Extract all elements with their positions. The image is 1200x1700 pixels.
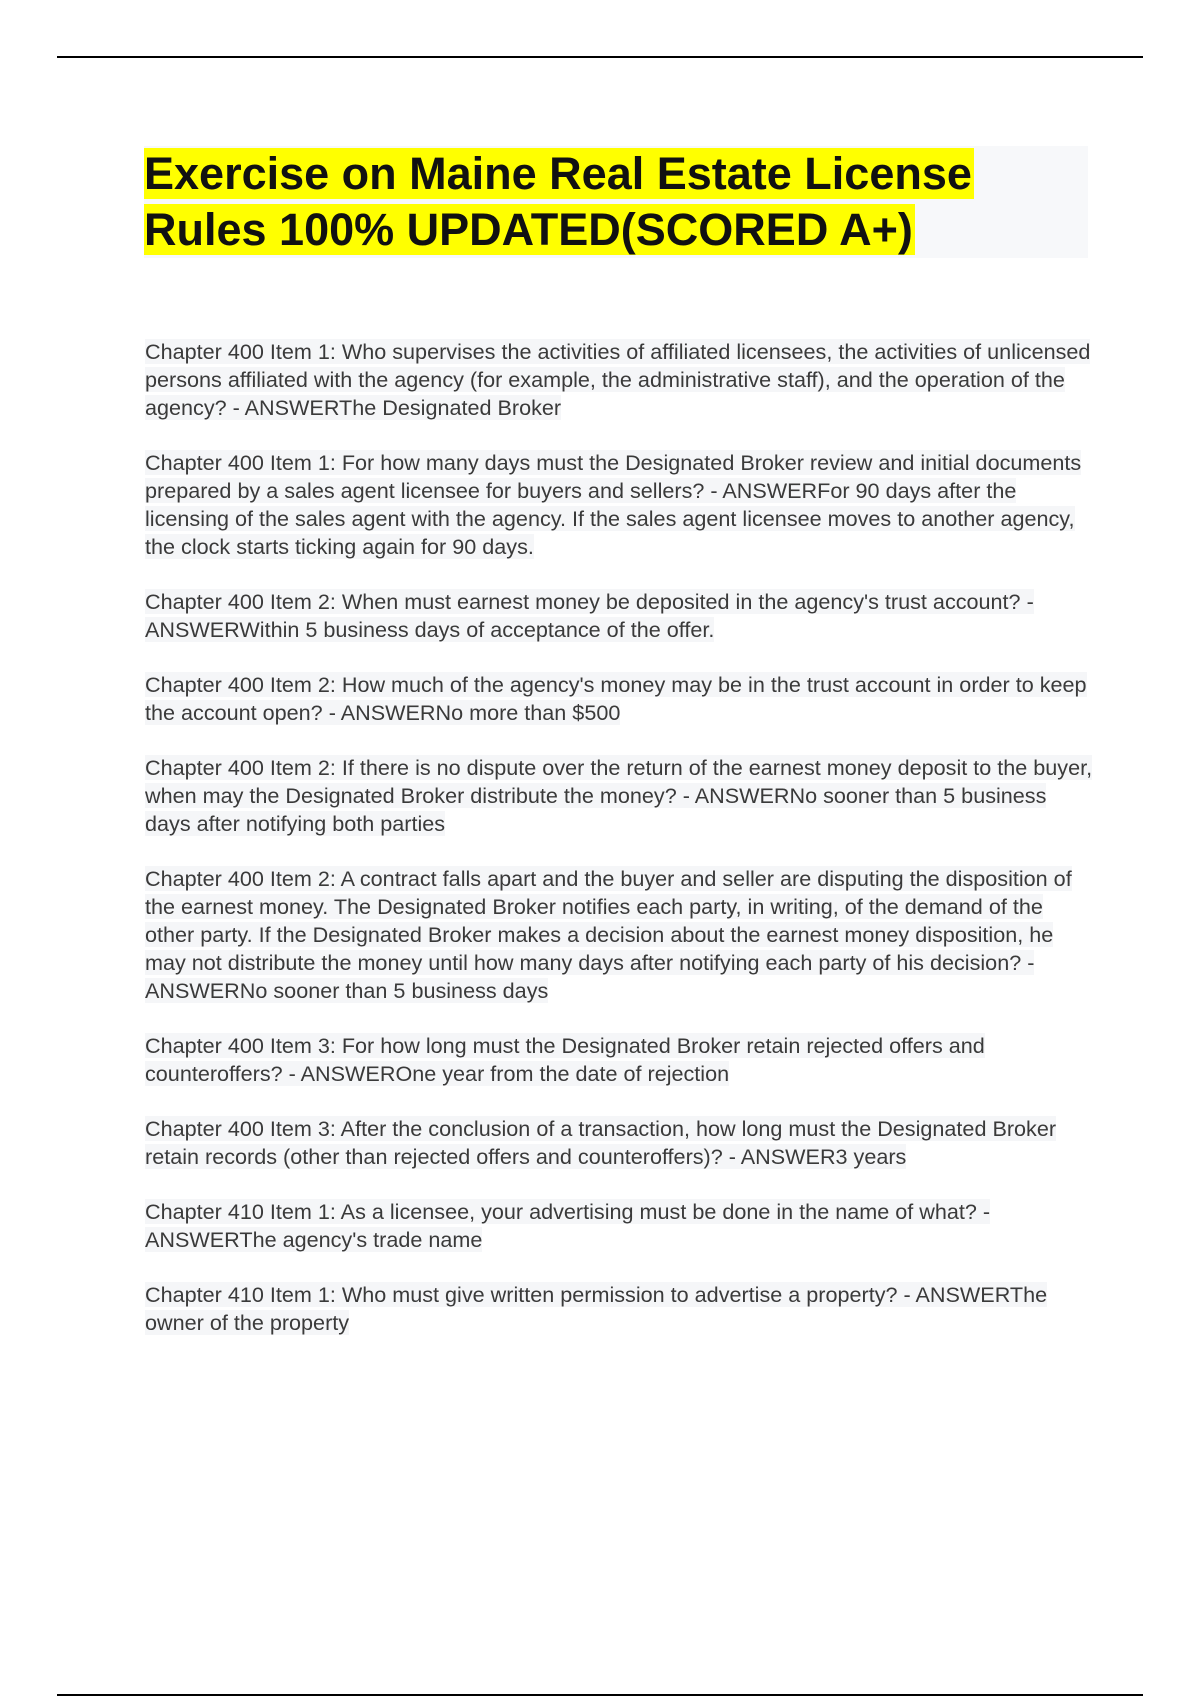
question-text: Chapter 400 Item 1: For how many days must the Designated Broker review and initial documents prepared by a sales agent licensee for buyers and sellers? - ANSWER bbox=[145, 450, 1082, 503]
qa-item bbox=[145, 588, 1095, 644]
document-title bbox=[144, 146, 1044, 258]
question-text: Chapter 400 Item 3: For how long must the Designated Broker retain rejected offers and counteroffers? - ANSWER bbox=[145, 1033, 985, 1086]
answer-text: 3 years bbox=[835, 1144, 907, 1169]
qa-item bbox=[145, 754, 1095, 838]
qa-item bbox=[145, 1198, 1095, 1254]
qa-item bbox=[145, 865, 1095, 1005]
answer-text: No more than $500 bbox=[435, 700, 621, 725]
answer-text: The Designated Broker bbox=[339, 395, 562, 420]
qa-item bbox=[145, 1281, 1095, 1337]
question-text: Chapter 410 Item 1: As a licensee, your advertising must be done in the name of what? - ANSWER bbox=[145, 1199, 991, 1252]
qa-list bbox=[145, 338, 1095, 1364]
qa-item bbox=[145, 1115, 1095, 1171]
answer-text: One year from the date of rejection bbox=[395, 1061, 730, 1086]
question-text: Chapter 400 Item 2: How much of the agency's money may be in the trust account in order to keep the account open? - ANSWER bbox=[145, 672, 1087, 725]
title-highlight: Exercise on Maine Real Estate License Rules 100% UPDATED(SCORED A+) bbox=[144, 148, 972, 255]
answer-text: The agency's trade name bbox=[239, 1227, 483, 1252]
qa-item bbox=[145, 338, 1095, 422]
answer-text: The owner of the property bbox=[145, 1282, 1048, 1335]
answer-text: No sooner than 5 business days after notifying both parties bbox=[145, 783, 1047, 836]
title-block bbox=[144, 146, 1088, 258]
question-text: Chapter 400 Item 2: A contract falls apart and the buyer and seller are disputing the disposition of the earnest money. The Designated Broker notifies each party, in writing, of the demand of the other party. If the Designated Broker makes a decision about the earnest money disposition, he may not distribute the money until how many days after notifying each party of his decision? - ANSWER bbox=[145, 866, 1072, 1003]
bottom-rule bbox=[57, 1694, 1143, 1696]
answer-text: No sooner than 5 business days bbox=[239, 978, 549, 1003]
question-text: Chapter 400 Item 2: When must earnest money be deposited in the agency's trust account? - ANSWER bbox=[145, 589, 1034, 642]
qa-item bbox=[145, 1032, 1095, 1088]
question-text: Chapter 400 Item 2: If there is no dispute over the return of the earnest money deposit to the buyer, when may the Designated Broker distribute the money? - ANSWER bbox=[145, 755, 1093, 808]
question-text: Chapter 400 Item 3: After the conclusion of a transaction, how long must the Designated Broker retain records (other than rejected offers and counteroffers)? - ANSWER bbox=[145, 1116, 1057, 1169]
qa-item bbox=[145, 671, 1095, 727]
question-text: Chapter 410 Item 1: Who must give written permission to advertise a property? - ANSWER bbox=[145, 1282, 1010, 1307]
answer-text: Within 5 business days of acceptance of the offer. bbox=[239, 617, 715, 642]
top-rule bbox=[57, 56, 1143, 58]
answer-text: For 90 days after the licensing of the sales agent with the agency. If the sales agent licensee moves to another agency, the clock starts ticking again for 90 days. bbox=[145, 478, 1075, 559]
qa-item bbox=[145, 449, 1095, 561]
question-text: Chapter 400 Item 1: Who supervises the activities of affiliated licensees, the activities of unlicensed persons affiliated with the agency (for example, the administrative staff), and the operation of the agency? - ANSWER bbox=[145, 339, 1091, 420]
